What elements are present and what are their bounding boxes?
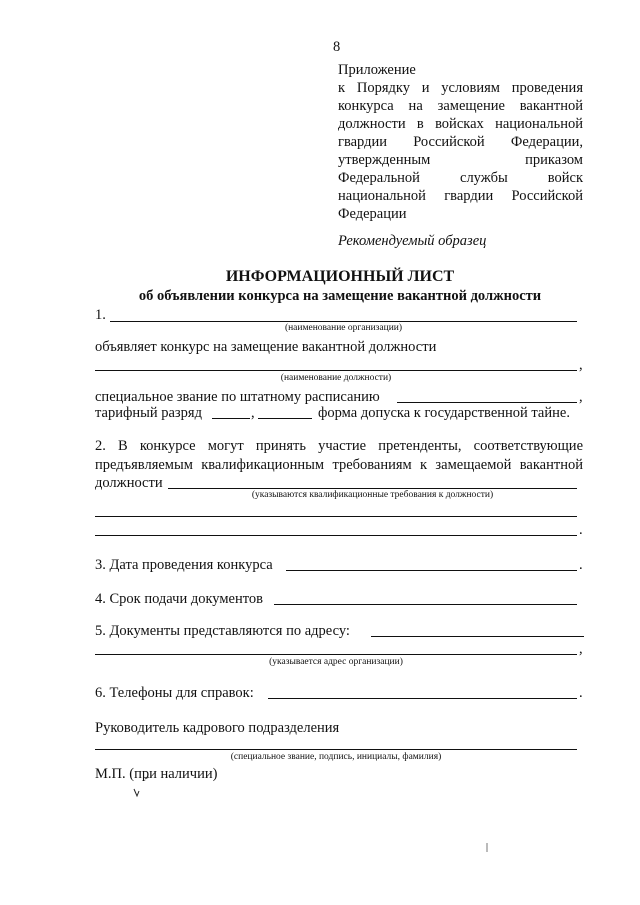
requirements-period: . [579,522,583,538]
organization-caption: (наименование организации) [284,323,403,333]
item5-label: 5. Документы представляются по адресу: [95,623,350,639]
position-comma: , [579,357,583,373]
tariff-comma: , [251,405,255,421]
appendix-line: утвержденным приказом [338,152,583,168]
item4-label: 4. Срок подачи документов [95,591,263,607]
organization-name-line [110,321,577,322]
special-rank-line [397,402,577,403]
special-rank-comma: , [579,389,583,405]
item1-number: 1. [95,307,106,323]
appendix-line: конкурса на замещение вакантной [338,98,583,114]
special-rank-label: специальное звание по штатному расписанию [95,389,380,405]
requirements-line-2 [95,516,577,517]
appendix-line: к Порядку и условиям проведения [338,80,583,96]
appendix-line: гвардии Российской Федерации, [338,134,583,150]
announce-text: объявляет конкурс на замещение вакантной должности [95,339,437,355]
pen-mark [128,775,158,805]
document-title: ИНФОРМАЦИОННЫЙ ЛИСТ [225,268,455,285]
phones-period: . [579,685,583,701]
page-number: 8 [333,39,341,55]
item2-line2: предъявляемым квалификационным требованиям к замещаемой вакантной [95,457,583,473]
signature-line [95,749,577,750]
item6-label: 6. Телефоны для справок: [95,685,254,701]
tariff-grade-line [212,418,250,419]
appendix-line: национальной гвардии Российской [338,188,583,204]
document-subtitle: об объявлении конкурса на замещение вакантной должности [138,288,542,304]
requirements-line-1 [168,488,577,489]
stray-mark [484,842,490,854]
contest-date-line [286,570,577,571]
signature-caption: (специальное звание, подпись, инициалы, фамилия) [230,752,442,762]
item2-line1: 2. В конкурсе могут принять участие претенденты, соответствующие [95,438,583,454]
hr-head-label: Руководитель кадрового подразделения [95,720,340,736]
appendix-line: Приложение [338,62,416,78]
address-comma: , [579,641,583,657]
position-name-line [95,370,577,371]
phones-line [268,698,577,699]
appendix-line: Федерации [338,206,407,222]
address-line-1 [371,636,584,637]
item3-label: 3. Дата проведения конкурса [95,557,273,573]
address-caption: (указывается адрес организации) [269,657,403,667]
appendix-line: должности в войсках национальной [338,116,583,132]
requirements-caption: (указываются квалификационные требования к должности) [251,490,494,500]
submission-deadline-line [274,604,577,605]
tariff-grade-line-2 [258,418,312,419]
item2-line3: должности [95,475,163,491]
address-line-2 [95,654,577,655]
appendix-line: Федеральной службы войск [338,170,583,186]
tariff-label: тарифный разряд [95,405,202,421]
recommended-sample: Рекомендуемый образец [338,233,487,249]
contest-date-period: . [579,557,583,573]
appendix-block [338,61,583,223]
position-caption: (наименование должности) [280,373,392,383]
requirements-line-3 [95,535,577,536]
clearance-label: форма допуска к государственной тайне. [318,405,570,421]
seal-note: М.П. (при наличии) [95,766,218,782]
